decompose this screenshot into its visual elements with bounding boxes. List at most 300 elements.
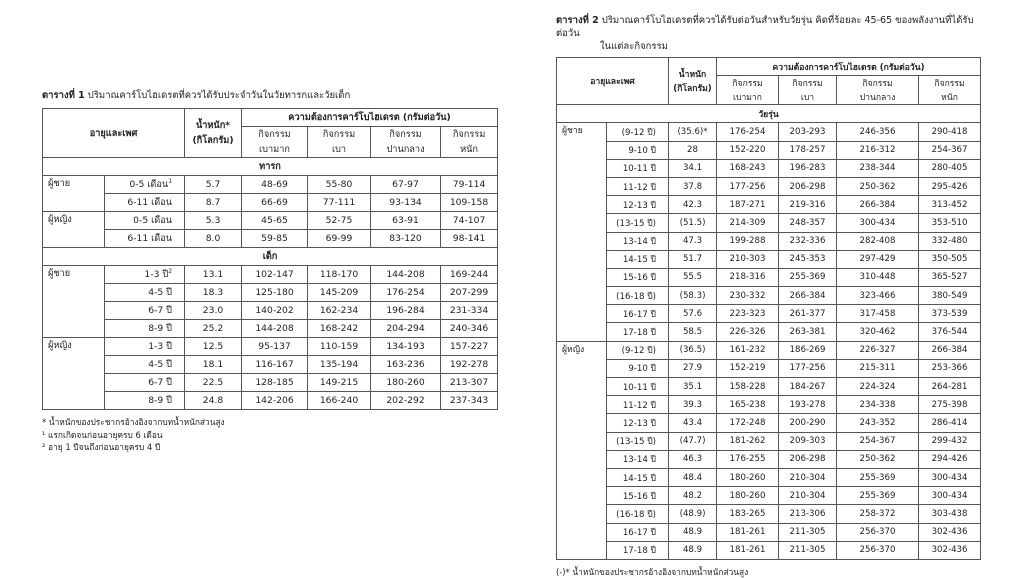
value-cell: 213-306	[779, 505, 837, 523]
table-row	[43, 194, 498, 212]
age-cell: (13-15 ปี)	[607, 432, 669, 450]
value-cell: 52-75	[308, 212, 371, 230]
value-cell: 177-256	[717, 177, 779, 195]
table-row	[557, 141, 981, 159]
value-cell: 226-327	[837, 341, 919, 359]
value-cell: 310-448	[837, 268, 919, 286]
header-activity-line1: กิจกรรม	[934, 79, 965, 90]
weight-cell: 47.3	[669, 232, 717, 250]
header-activity-line2: เบา	[800, 93, 815, 104]
age-text: 8-9 ปี	[148, 323, 173, 334]
section-title: เด็ก	[43, 248, 498, 266]
value-cell: 93-134	[371, 194, 441, 212]
age-cell: 10-11 ปี	[607, 159, 669, 177]
table-row	[557, 432, 981, 450]
header-age-sex: อายุและเพศ	[557, 58, 669, 105]
value-cell: 350-505	[919, 250, 981, 268]
value-cell: 254-367	[919, 141, 981, 159]
value-cell: 158-228	[717, 378, 779, 396]
value-cell: 66-69	[242, 194, 308, 212]
value-cell: 74-107	[441, 212, 498, 230]
header-activity-3	[919, 76, 981, 105]
value-cell: 145-209	[308, 284, 371, 302]
header-activity-2	[837, 76, 919, 105]
value-cell: 55-80	[308, 176, 371, 194]
value-cell: 161-232	[717, 341, 779, 359]
value-cell: 149-215	[308, 374, 371, 392]
value-cell: 300-434	[837, 214, 919, 232]
value-cell: 261-377	[779, 305, 837, 323]
weight-cell: 5.3	[185, 212, 242, 230]
header-weight-unit: (กิโลกรัม)	[673, 84, 712, 95]
age-cell: 9-10 ปี	[607, 141, 669, 159]
value-cell: 248-357	[779, 214, 837, 232]
weight-cell: 24.8	[185, 392, 242, 410]
value-cell: 215-311	[837, 359, 919, 377]
section-row	[43, 158, 498, 176]
header-activity-line2: เบามาก	[259, 144, 290, 155]
age-cell: (16-18 ปี)	[607, 287, 669, 305]
weight-cell: (36.5)	[669, 341, 717, 359]
table-row	[43, 230, 498, 248]
header-activity-3	[441, 127, 498, 158]
age-cell	[105, 302, 185, 320]
value-cell: 199-288	[717, 232, 779, 250]
value-cell: 140-202	[242, 302, 308, 320]
value-cell: 176-255	[717, 450, 779, 468]
header-activity-line2: เบามาก	[733, 93, 762, 104]
value-cell: 168-242	[308, 320, 371, 338]
weight-cell: 28	[669, 141, 717, 159]
age-text: 6-11 เดือน	[127, 233, 173, 244]
value-cell: 243-352	[837, 414, 919, 432]
weight-cell: 48.9	[669, 523, 717, 541]
header-activity-0	[242, 127, 308, 158]
weight-cell: 58.5	[669, 323, 717, 341]
value-cell: 294-426	[919, 450, 981, 468]
value-cell: 209-303	[779, 432, 837, 450]
value-cell: 207-299	[441, 284, 498, 302]
table-1-notes	[42, 416, 497, 454]
table-row	[557, 232, 981, 250]
value-cell: 275-398	[919, 396, 981, 414]
note-line: * น้ำหนักของประชากรอ้างอิงจากบทน้ำหนักส่วนสูง	[42, 417, 225, 427]
value-cell: 204-294	[371, 320, 441, 338]
value-cell: 263-381	[779, 323, 837, 341]
header-carb-need: ความต้องการคาร์โบไฮเดรต (กรัมต่อวัน)	[242, 109, 498, 127]
header-activity-line1: กิจกรรม	[732, 79, 763, 90]
value-cell: 302-436	[919, 523, 981, 541]
age-text: 4-5 ปี	[148, 359, 173, 370]
value-cell: 109-158	[441, 194, 498, 212]
value-cell: 240-346	[441, 320, 498, 338]
table-row	[557, 468, 981, 486]
value-cell: 332-480	[919, 232, 981, 250]
weight-cell: 39.3	[669, 396, 717, 414]
age-cell: 16-17 ปี	[607, 305, 669, 323]
value-cell: 206-298	[779, 450, 837, 468]
value-cell: 226-326	[717, 323, 779, 341]
value-cell: 266-384	[837, 196, 919, 214]
weight-cell: (51.5)	[669, 214, 717, 232]
sex-cell: ผู้ชาย	[43, 266, 105, 338]
value-cell: 77-111	[308, 194, 371, 212]
value-cell: 250-362	[837, 177, 919, 195]
table-2-notes	[556, 566, 980, 578]
age-cell: 9-10 ปี	[607, 359, 669, 377]
value-cell: 290-418	[919, 123, 981, 141]
age-text: 1-3 ปี	[144, 269, 169, 280]
age-cell	[105, 284, 185, 302]
value-cell: 165-238	[717, 396, 779, 414]
age-cell: (9-12 ปี)	[607, 341, 669, 359]
table-row	[43, 392, 498, 410]
age-cell	[105, 230, 185, 248]
value-cell: 258-372	[837, 505, 919, 523]
value-cell: 295-426	[919, 177, 981, 195]
table-row	[557, 487, 981, 505]
value-cell: 254-367	[837, 432, 919, 450]
value-cell: 313-452	[919, 196, 981, 214]
value-cell: 317-458	[837, 305, 919, 323]
table-row	[557, 287, 981, 305]
value-cell: 210-304	[779, 468, 837, 486]
value-cell: 128-185	[242, 374, 308, 392]
table-row	[557, 214, 981, 232]
weight-cell: 8.0	[185, 230, 242, 248]
table-2-panel	[556, 14, 980, 578]
value-cell: 180-260	[371, 374, 441, 392]
value-cell: 232-336	[779, 232, 837, 250]
sex-cell: ผู้หญิง	[557, 341, 607, 559]
weight-cell: 35.1	[669, 378, 717, 396]
value-cell: 134-193	[371, 338, 441, 356]
age-cell: 12-13 ปี	[607, 414, 669, 432]
value-cell: 218-316	[717, 268, 779, 286]
value-cell: 299-432	[919, 432, 981, 450]
weight-cell: (35.6)*	[669, 123, 717, 141]
weight-cell: 18.1	[185, 356, 242, 374]
table-1-caption	[42, 89, 497, 102]
value-cell: 255-369	[779, 268, 837, 286]
value-cell: 256-370	[837, 541, 919, 559]
value-cell: 213-307	[441, 374, 498, 392]
weight-cell: 48.9	[669, 541, 717, 559]
sex-cell: ผู้ชาย	[557, 123, 607, 341]
value-cell: 176-254	[717, 123, 779, 141]
value-cell: 183-265	[717, 505, 779, 523]
header-age-sex: อายุและเพศ	[43, 109, 185, 158]
note-line: ¹ แรกเกิดจนก่อนอายุครบ 6 เดือน	[42, 429, 163, 440]
value-cell: 323-466	[837, 287, 919, 305]
header-activity-2	[371, 127, 441, 158]
value-cell: 186-269	[779, 341, 837, 359]
header-carb-need: ความต้องการคาร์โบไฮเดรต (กรัมต่อวัน)	[717, 58, 981, 76]
age-cell	[105, 320, 185, 338]
age-cell	[105, 392, 185, 410]
value-cell: 142-206	[242, 392, 308, 410]
value-cell: 125-180	[242, 284, 308, 302]
value-cell: 178-257	[779, 141, 837, 159]
value-cell: 152-220	[717, 141, 779, 159]
table-row	[557, 323, 981, 341]
header-activity-line2: ปานกลาง	[386, 144, 425, 155]
table-row	[557, 123, 981, 141]
weight-cell: 42.3	[669, 196, 717, 214]
value-cell: 246-356	[837, 123, 919, 141]
value-cell: 300-434	[919, 487, 981, 505]
header-weight-unit: (กิโลกรัม)	[192, 135, 234, 146]
age-cell: 11-12 ปี	[607, 396, 669, 414]
table-row	[43, 302, 498, 320]
age-cell	[105, 356, 185, 374]
age-cell: 13-14 ปี	[607, 450, 669, 468]
header-activity-line1: กิจกรรม	[862, 79, 893, 90]
footnote-mark: 1	[168, 177, 173, 185]
age-cell: 13-14 ปี	[607, 232, 669, 250]
age-cell: (13-15 ปี)	[607, 214, 669, 232]
value-cell: 202-292	[371, 392, 441, 410]
age-cell: (9-12 ปี)	[607, 123, 669, 141]
age-cell: 11-12 ปี	[607, 177, 669, 195]
weight-cell: 57.6	[669, 305, 717, 323]
value-cell: 214-309	[717, 214, 779, 232]
header-activity-line1: กิจกรรม	[258, 129, 291, 140]
table-1	[42, 108, 498, 410]
value-cell: 255-369	[837, 468, 919, 486]
value-cell: 181-262	[717, 432, 779, 450]
table-1-panel	[42, 89, 497, 454]
value-cell: 206-298	[779, 177, 837, 195]
header-weight	[669, 58, 717, 105]
table-row	[43, 338, 498, 356]
value-cell: 255-369	[837, 487, 919, 505]
weight-cell: 23.0	[185, 302, 242, 320]
value-cell: 144-208	[242, 320, 308, 338]
table-2	[556, 57, 981, 560]
age-cell	[105, 266, 185, 284]
value-cell: 163-236	[371, 356, 441, 374]
value-cell: 95-137	[242, 338, 308, 356]
header-activity-line2: หนัก	[460, 144, 478, 155]
value-cell: 180-260	[717, 468, 779, 486]
age-cell	[105, 176, 185, 194]
table-row	[557, 341, 981, 359]
value-cell: 180-260	[717, 487, 779, 505]
value-cell: 166-240	[308, 392, 371, 410]
value-cell: 264-281	[919, 378, 981, 396]
value-cell: 193-278	[779, 396, 837, 414]
weight-cell: 34.1	[669, 159, 717, 177]
table-2-caption-text: ปริมาณคาร์โบไฮเดรตที่ควรได้รับต่อวันสำหรับวัยรุ่น คิดที่ร้อยละ 45-65 ของพลังงานที่ได้รับต่อวัน	[556, 15, 974, 39]
table-row	[43, 212, 498, 230]
header-activity-line1: กิจกรรม	[389, 129, 422, 140]
age-cell: 15-16 ปี	[607, 268, 669, 286]
value-cell: 192-278	[441, 356, 498, 374]
age-text: 8-9 ปี	[148, 395, 173, 406]
value-cell: 216-312	[837, 141, 919, 159]
value-cell: 353-510	[919, 214, 981, 232]
table-row	[43, 374, 498, 392]
value-cell: 181-261	[717, 541, 779, 559]
value-cell: 238-344	[837, 159, 919, 177]
value-cell: 152-219	[717, 359, 779, 377]
table-row	[43, 266, 498, 284]
value-cell: 69-99	[308, 230, 371, 248]
value-cell: 211-305	[779, 541, 837, 559]
table-row	[43, 356, 498, 374]
table-row	[557, 505, 981, 523]
value-cell: 63-91	[371, 212, 441, 230]
weight-cell: 13.1	[185, 266, 242, 284]
table-row	[557, 159, 981, 177]
value-cell: 187-271	[717, 196, 779, 214]
note-line: ² อายุ 1 ปีจนถึงก่อนอายุครบ 4 ปี	[42, 442, 161, 452]
weight-cell: 22.5	[185, 374, 242, 392]
value-cell: 172-248	[717, 414, 779, 432]
value-cell: 373-539	[919, 305, 981, 323]
table-1-caption-text: ปริมาณคาร์โบไฮเดรตที่ควรได้รับประจำวันในวัยทารกและวัยเด็ก	[87, 90, 351, 101]
age-cell	[105, 194, 185, 212]
value-cell: 67-97	[371, 176, 441, 194]
value-cell: 157-227	[441, 338, 498, 356]
age-cell	[105, 374, 185, 392]
value-cell: 237-343	[441, 392, 498, 410]
weight-cell: 46.3	[669, 450, 717, 468]
weight-cell: 51.7	[669, 250, 717, 268]
header-activity-line1: กิจกรรม	[792, 79, 823, 90]
age-text: 6-11 เดือน	[127, 197, 173, 208]
age-cell: 15-16 ปี	[607, 487, 669, 505]
table-2-caption-label: ตารางที่ 2	[556, 15, 599, 26]
table-row	[557, 268, 981, 286]
header-activity-line2: หนัก	[941, 93, 958, 104]
table-row	[557, 414, 981, 432]
value-cell: 245-353	[779, 250, 837, 268]
footnote-mark: 2	[168, 267, 173, 275]
table-row	[557, 450, 981, 468]
age-cell: 14-15 ปี	[607, 250, 669, 268]
value-cell: 176-254	[371, 284, 441, 302]
age-cell	[105, 212, 185, 230]
value-cell: 181-261	[717, 523, 779, 541]
age-text: 6-7 ปี	[148, 305, 173, 316]
value-cell: 59-85	[242, 230, 308, 248]
value-cell: 169-244	[441, 266, 498, 284]
weight-cell: (58.3)	[669, 287, 717, 305]
value-cell: 320-462	[837, 323, 919, 341]
sex-cell: ผู้หญิง	[43, 212, 105, 248]
age-cell: 16-17 ปี	[607, 523, 669, 541]
value-cell: 219-316	[779, 196, 837, 214]
value-cell: 230-332	[717, 287, 779, 305]
value-cell: 83-120	[371, 230, 441, 248]
age-cell: 10-11 ปี	[607, 378, 669, 396]
age-cell	[105, 338, 185, 356]
table-row	[43, 320, 498, 338]
value-cell: 98-141	[441, 230, 498, 248]
value-cell: 302-436	[919, 541, 981, 559]
table-1-caption-label: ตารางที่ 1	[42, 90, 85, 101]
age-text: 0-5 เดือน	[129, 179, 169, 190]
header-activity-line2: ปานกลาง	[859, 93, 896, 104]
value-cell: 365-527	[919, 268, 981, 286]
weight-cell: 43.4	[669, 414, 717, 432]
table-row	[43, 284, 498, 302]
weight-cell: 18.3	[185, 284, 242, 302]
value-cell: 282-408	[837, 232, 919, 250]
value-cell: 223-323	[717, 305, 779, 323]
value-cell: 256-370	[837, 523, 919, 541]
sex-cell: ผู้ชาย	[43, 176, 105, 212]
value-cell: 286-414	[919, 414, 981, 432]
value-cell: 177-256	[779, 359, 837, 377]
table-2-caption	[556, 14, 980, 53]
age-cell: 12-13 ปี	[607, 196, 669, 214]
value-cell: 196-283	[779, 159, 837, 177]
value-cell: 266-384	[919, 341, 981, 359]
table-row	[557, 359, 981, 377]
value-cell: 203-293	[779, 123, 837, 141]
weight-cell: 27.9	[669, 359, 717, 377]
header-activity-line1: กิจกรรม	[322, 129, 356, 140]
age-cell: 17-18 ปี	[607, 541, 669, 559]
value-cell: 297-429	[837, 250, 919, 268]
value-cell: 135-194	[308, 356, 371, 374]
value-cell: 48-69	[242, 176, 308, 194]
value-cell: 376-544	[919, 323, 981, 341]
value-cell: 210-304	[779, 487, 837, 505]
value-cell: 253-366	[919, 359, 981, 377]
weight-cell: 5.7	[185, 176, 242, 194]
age-cell: 17-18 ปี	[607, 323, 669, 341]
table-row	[43, 176, 498, 194]
value-cell: 250-362	[837, 450, 919, 468]
header-activity-line2: เบา	[331, 144, 347, 155]
value-cell: 116-167	[242, 356, 308, 374]
table-row	[557, 250, 981, 268]
weight-cell: 48.4	[669, 468, 717, 486]
value-cell: 118-170	[308, 266, 371, 284]
section-title: วัยรุ่น	[557, 105, 981, 123]
header-weight	[185, 109, 242, 158]
table-row	[557, 541, 981, 559]
weight-cell: 25.2	[185, 320, 242, 338]
weight-cell: 48.2	[669, 487, 717, 505]
weight-cell: (47.7)	[669, 432, 717, 450]
value-cell: 168-243	[717, 159, 779, 177]
weight-cell: 37.8	[669, 177, 717, 195]
age-text: 4-5 ปี	[148, 287, 173, 298]
weight-cell: 55.5	[669, 268, 717, 286]
weight-cell: 12.5	[185, 338, 242, 356]
age-cell: (16-18 ปี)	[607, 505, 669, 523]
value-cell: 196-284	[371, 302, 441, 320]
note-line: (-)* น้ำหนักของประชากรอ้างอิงจากบทน้ำหนักส่วนสูง	[556, 566, 749, 577]
weight-cell: 8.7	[185, 194, 242, 212]
table-row	[557, 196, 981, 214]
value-cell: 184-267	[779, 378, 837, 396]
section-row	[43, 248, 498, 266]
header-activity-0	[717, 76, 779, 105]
value-cell: 300-434	[919, 468, 981, 486]
table-row	[557, 177, 981, 195]
section-title: ทารก	[43, 158, 498, 176]
value-cell: 303-438	[919, 505, 981, 523]
table-row	[557, 523, 981, 541]
value-cell: 144-208	[371, 266, 441, 284]
value-cell: 231-334	[441, 302, 498, 320]
